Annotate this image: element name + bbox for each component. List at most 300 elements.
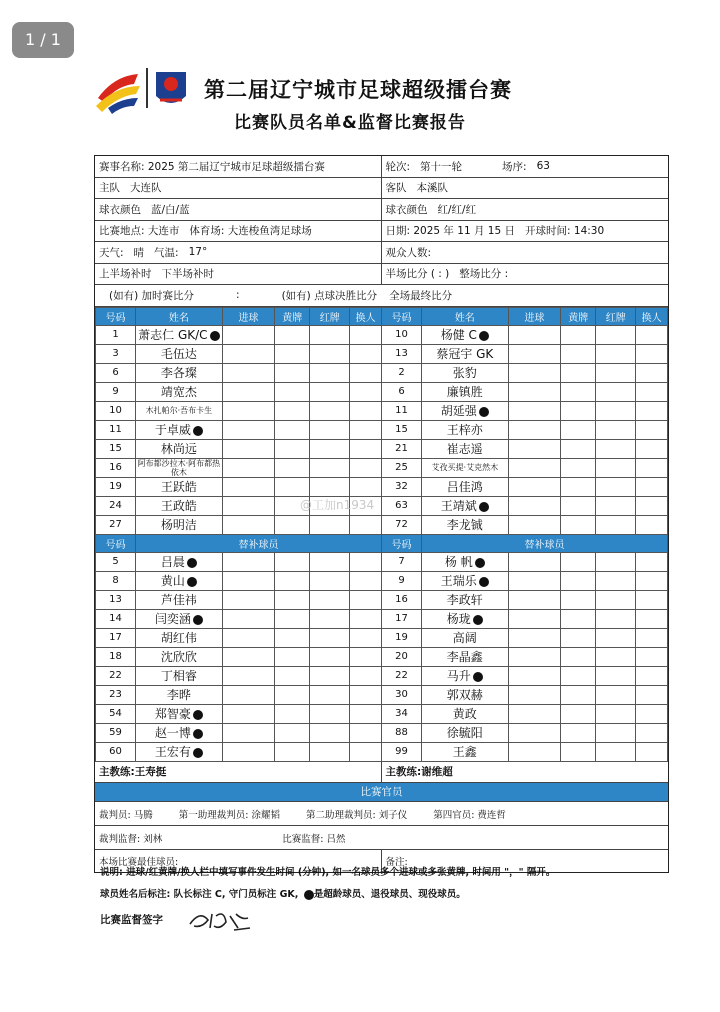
- sub-cell: [350, 571, 382, 590]
- red-cell: [596, 477, 636, 496]
- player-name: 王梓亦: [446, 423, 483, 437]
- table-row: [96, 382, 668, 401]
- goal-cell: [508, 742, 561, 761]
- sub-cell: [636, 704, 668, 723]
- round-value: 第十一轮: [420, 160, 463, 173]
- player-name: 胡红伟: [160, 631, 197, 645]
- yellow-cell: [561, 571, 596, 590]
- sub-cell: [636, 609, 668, 628]
- sub-cell: [636, 458, 668, 477]
- player-name: 闫奕涵: [154, 612, 191, 626]
- kickoff-time: 开球时间: 14:30: [525, 225, 605, 238]
- goal-cell: [222, 325, 275, 344]
- yellow-cell: [561, 666, 596, 685]
- remarks: 备注:: [385, 857, 408, 868]
- goal-cell: [508, 515, 561, 534]
- player-number: 32: [381, 477, 421, 496]
- player-number: 1: [96, 325, 136, 344]
- player-number: 19: [381, 628, 421, 647]
- red-cell: [310, 609, 350, 628]
- player-number: 72: [381, 515, 421, 534]
- goal-cell: [222, 571, 275, 590]
- league-logo-icon: [94, 68, 142, 114]
- player-name: 吕晨: [160, 555, 185, 569]
- player-number: 88: [381, 723, 421, 742]
- col-name: 姓名: [136, 307, 223, 325]
- goal-cell: [222, 685, 275, 704]
- red-cell: [310, 515, 350, 534]
- table-row: [96, 420, 668, 439]
- col-red: 红牌: [596, 307, 636, 325]
- match-no-label: 场序:: [502, 160, 527, 173]
- weather-label: 天气:: [99, 246, 124, 259]
- player-name-cell: [136, 401, 223, 420]
- table-row: [96, 496, 668, 515]
- goal-cell: [222, 363, 275, 382]
- goal-cell: [222, 647, 275, 666]
- yellow-cell: [561, 477, 596, 496]
- player-number: 24: [96, 496, 136, 515]
- red-cell: [596, 515, 636, 534]
- goal-cell: [222, 477, 275, 496]
- veteran-dot-icon: [193, 615, 203, 625]
- player-name-cell: [422, 363, 509, 382]
- player-number: 34: [381, 704, 421, 723]
- second-half-added: 下半场补时: [161, 268, 214, 281]
- table-row: [96, 458, 668, 477]
- page-title: 第二届辽宁城市足球超级擂台赛: [204, 78, 512, 102]
- red-cell: [310, 628, 350, 647]
- player-name-cell: [136, 590, 223, 609]
- sub-cell: [636, 496, 668, 515]
- sub-cell: [636, 742, 668, 761]
- veteran-dot-icon: [473, 672, 483, 682]
- player-number: 30: [381, 685, 421, 704]
- sub-cell: [350, 344, 382, 363]
- stadium: 体育场: 大连梭鱼湾足球场: [189, 225, 312, 238]
- goal-cell: [222, 382, 275, 401]
- yellow-cell: [561, 723, 596, 742]
- player-number: 11: [381, 401, 421, 420]
- sub-cell: [636, 723, 668, 742]
- player-name: 李晔: [166, 688, 191, 702]
- player-name-cell: [136, 420, 223, 439]
- player-name: 李政轩: [446, 593, 483, 607]
- red-cell: [310, 420, 350, 439]
- player-name: 林尚远: [160, 442, 197, 456]
- player-name: 马升: [446, 669, 471, 683]
- table-row: [96, 704, 668, 723]
- player-name: 李晶鑫: [446, 650, 483, 664]
- sub-cell: [350, 325, 382, 344]
- sub-cell: [636, 590, 668, 609]
- sub-cell: [350, 439, 382, 458]
- player-name: 吕佳鸿: [446, 480, 483, 494]
- yellow-cell: [275, 344, 310, 363]
- yellow-cell: [561, 704, 596, 723]
- player-name: 廉镇胜: [446, 385, 483, 399]
- watermark: @工加n1934: [300, 498, 375, 512]
- assistant-referee-2: 第二助理裁判员: 刘子仪: [305, 809, 408, 821]
- venue-city: 比赛地点: 大连市: [99, 225, 180, 238]
- red-cell: [310, 704, 350, 723]
- player-name-cell: [136, 571, 223, 590]
- red-cell: [596, 666, 636, 685]
- veteran-dot-icon: [193, 729, 203, 739]
- player-name: 靖宽杰: [160, 385, 197, 399]
- player-name-cell: [422, 515, 509, 534]
- red-cell: [310, 477, 350, 496]
- table-row: [96, 477, 668, 496]
- team-crest-icon: [152, 66, 190, 110]
- yellow-cell: [275, 590, 310, 609]
- yellow-cell: [561, 363, 596, 382]
- player-name-cell: [422, 458, 509, 477]
- temp-label: 气温:: [154, 246, 179, 259]
- veteran-dot-icon: [479, 331, 489, 341]
- red-cell: [596, 439, 636, 458]
- goal-cell: [508, 458, 561, 477]
- yellow-cell: [561, 496, 596, 515]
- player-name-cell: [422, 590, 509, 609]
- report-header: [94, 64, 654, 154]
- table-row: [96, 363, 668, 382]
- col-sub: 换人: [636, 307, 668, 325]
- sub-cell: [636, 382, 668, 401]
- goal-cell: [508, 401, 561, 420]
- player-number: 2: [381, 363, 421, 382]
- home-team: 大连队: [130, 182, 162, 195]
- goal-cell: [222, 628, 275, 647]
- red-cell: [596, 325, 636, 344]
- goal-cell: [508, 477, 561, 496]
- yellow-cell: [561, 382, 596, 401]
- player-number: 27: [96, 515, 136, 534]
- player-name-cell: [136, 477, 223, 496]
- player-name: 王宏有: [154, 745, 191, 759]
- red-cell: [596, 590, 636, 609]
- goal-cell: [508, 344, 561, 363]
- yellow-cell: [561, 344, 596, 363]
- player-name: 王靖斌: [440, 499, 477, 513]
- sub-cell: [636, 420, 668, 439]
- player-name-cell: [136, 515, 223, 534]
- goal-cell: [508, 325, 561, 344]
- player-name: 黄政: [452, 707, 477, 721]
- player-name-cell: [422, 552, 509, 571]
- away-label: 客队: [385, 182, 407, 195]
- yellow-cell: [275, 382, 310, 401]
- player-name-cell: [136, 325, 223, 344]
- red-cell: [310, 723, 350, 742]
- player-name-cell: [136, 666, 223, 685]
- col-yellow: 黄牌: [561, 307, 596, 325]
- sub-cell: [350, 666, 382, 685]
- referee: 裁判员: 马腾: [99, 809, 153, 821]
- yellow-cell: [561, 420, 596, 439]
- player-name: 徐毓阳: [446, 726, 483, 740]
- player-number: 3: [96, 344, 136, 363]
- red-cell: [596, 723, 636, 742]
- red-cell: [310, 344, 350, 363]
- player-number: 9: [96, 382, 136, 401]
- yellow-cell: [275, 439, 310, 458]
- goal-cell: [222, 439, 275, 458]
- sub-cell: [636, 325, 668, 344]
- yellow-cell: [561, 439, 596, 458]
- player-number: 25: [381, 458, 421, 477]
- player-name-cell: [422, 344, 509, 363]
- player-name-cell: [136, 647, 223, 666]
- veteran-dot-icon: [473, 615, 483, 625]
- yellow-cell: [275, 704, 310, 723]
- notes: [100, 862, 555, 906]
- yellow-cell: [561, 685, 596, 704]
- player-number: 6: [96, 363, 136, 382]
- player-name-cell: [136, 723, 223, 742]
- referee-assessor: 裁判监督: 刘林: [99, 833, 163, 845]
- sub-cell: [636, 552, 668, 571]
- goal-cell: [508, 666, 561, 685]
- yellow-cell: [275, 458, 310, 477]
- red-cell: [596, 552, 636, 571]
- sub-cell: [350, 723, 382, 742]
- sub-cell: [350, 609, 382, 628]
- home-coach: 主教练:王寿挺: [99, 766, 167, 779]
- player-number: 13: [96, 590, 136, 609]
- player-number: 20: [381, 647, 421, 666]
- player-name-cell: [136, 458, 223, 477]
- table-row: [96, 552, 668, 571]
- goal-cell: [508, 571, 561, 590]
- table-row: [96, 325, 668, 344]
- player-number: 10: [96, 401, 136, 420]
- sub-cell: [636, 628, 668, 647]
- player-name: 于卓威: [154, 423, 191, 437]
- player-name: 王瑞乐: [440, 574, 477, 588]
- yellow-cell: [561, 628, 596, 647]
- player-name: 丁相睿: [160, 669, 197, 683]
- table-row: [96, 666, 668, 685]
- player-name: 王跃皓: [160, 480, 197, 494]
- yellow-cell: [275, 685, 310, 704]
- player-name-cell: [422, 742, 509, 761]
- extra-time-sep: :: [236, 289, 240, 302]
- player-number: 16: [96, 458, 136, 477]
- sub-cell: [636, 439, 668, 458]
- player-number: 7: [381, 552, 421, 571]
- col-yellow: 黄牌: [275, 307, 310, 325]
- penalty-score: (如有) 点球决胜比分: [281, 289, 378, 302]
- table-row: [96, 742, 668, 761]
- col-no: 号码: [96, 534, 136, 552]
- red-cell: [596, 344, 636, 363]
- red-cell: [596, 382, 636, 401]
- home-kit: 蓝/白/蓝: [151, 203, 190, 216]
- player-name: 芦佳祎: [160, 593, 197, 607]
- goal-cell: [508, 609, 561, 628]
- red-cell: [310, 571, 350, 590]
- sub-cell: [350, 458, 382, 477]
- goal-cell: [508, 704, 561, 723]
- player-name: 萧志仁 GK/C: [138, 328, 208, 342]
- player-name-cell: [136, 496, 223, 515]
- subs-title: 替补球员: [422, 534, 668, 552]
- sub-cell: [636, 477, 668, 496]
- player-number: 10: [381, 325, 421, 344]
- goal-cell: [222, 742, 275, 761]
- away-kit-label: 球衣颜色: [385, 203, 428, 216]
- player-number: 54: [96, 704, 136, 723]
- red-cell: [310, 647, 350, 666]
- player-name: 艾孜买提·艾克然木: [431, 463, 499, 472]
- player-name-cell: [422, 420, 509, 439]
- player-name: 郑智豪: [154, 707, 191, 721]
- player-name-cell: [422, 704, 509, 723]
- red-cell: [310, 458, 350, 477]
- player-number: 15: [96, 439, 136, 458]
- yellow-cell: [275, 609, 310, 628]
- goal-cell: [222, 704, 275, 723]
- sub-cell: [350, 628, 382, 647]
- player-name-cell: [422, 382, 509, 401]
- yellow-cell: [561, 325, 596, 344]
- sub-cell: [350, 477, 382, 496]
- first-half-added: 上半场补时: [99, 268, 152, 281]
- player-name-cell: [136, 704, 223, 723]
- goal-cell: [222, 723, 275, 742]
- full-score: 整场比分 :: [459, 268, 509, 281]
- away-coach: 主教练:谢维超: [385, 766, 453, 779]
- red-cell: [596, 458, 636, 477]
- table-row: [96, 571, 668, 590]
- yellow-cell: [275, 363, 310, 382]
- officials-title: 比赛官员: [95, 783, 668, 802]
- veteran-dot-icon: [193, 748, 203, 758]
- player-number: 60: [96, 742, 136, 761]
- player-name-cell: [136, 382, 223, 401]
- player-name: 郭双赫: [446, 688, 483, 702]
- best-player: 本场比赛最佳球员:: [99, 857, 179, 868]
- table-row: [96, 344, 668, 363]
- player-name: 杨珑: [446, 612, 471, 626]
- player-name-cell: [422, 685, 509, 704]
- player-name-cell: [422, 666, 509, 685]
- player-name: 杨健 C: [440, 328, 477, 342]
- sub-cell: [636, 515, 668, 534]
- goal-cell: [222, 420, 275, 439]
- yellow-cell: [561, 515, 596, 534]
- sub-cell: [636, 685, 668, 704]
- away-team: 本溪队: [416, 182, 448, 195]
- red-cell: [596, 571, 636, 590]
- goal-cell: [508, 420, 561, 439]
- player-name-cell: [422, 496, 509, 515]
- yellow-cell: [275, 420, 310, 439]
- page-counter[interactable]: 1 / 1: [12, 22, 74, 58]
- yellow-cell: [561, 552, 596, 571]
- player-number: 59: [96, 723, 136, 742]
- sub-cell: [350, 552, 382, 571]
- player-name: 王政皓: [160, 499, 197, 513]
- player-name: 张豹: [452, 366, 477, 380]
- player-name-cell: [422, 401, 509, 420]
- red-cell: [596, 496, 636, 515]
- col-no: 号码: [96, 307, 136, 325]
- yellow-cell: [275, 571, 310, 590]
- player-name: 黄山: [160, 574, 185, 588]
- player-number: 9: [381, 571, 421, 590]
- table-row: [96, 723, 668, 742]
- player-name-cell: [422, 439, 509, 458]
- goal-cell: [222, 401, 275, 420]
- player-name: 李龙铖: [446, 518, 483, 532]
- home-kit-label: 球衣颜色: [99, 203, 141, 216]
- red-cell: [310, 552, 350, 571]
- table-row: [96, 439, 668, 458]
- sub-cell: [350, 401, 382, 420]
- sub-cell: [636, 571, 668, 590]
- goal-cell: [508, 628, 561, 647]
- red-cell: [596, 628, 636, 647]
- player-name: 毛伍达: [160, 347, 197, 361]
- player-name-cell: [422, 723, 509, 742]
- player-name: 杨 帆: [444, 555, 473, 569]
- player-number: 22: [381, 666, 421, 685]
- veteran-dot-icon: [187, 558, 197, 568]
- yellow-cell: [275, 325, 310, 344]
- col-name: 姓名: [422, 307, 509, 325]
- player-name: 杨明洁: [160, 518, 197, 532]
- yellow-cell: [275, 628, 310, 647]
- goal-cell: [508, 496, 561, 515]
- player-name: 李各璨: [160, 366, 197, 380]
- col-goal: 进球: [508, 307, 561, 325]
- player-name: 崔志遥: [446, 442, 483, 456]
- subs-title: 替补球员: [136, 534, 382, 552]
- goal-cell: [508, 647, 561, 666]
- player-name-cell: [136, 609, 223, 628]
- half-score: 半场比分 ( : ): [385, 268, 450, 281]
- player-name-cell: [422, 609, 509, 628]
- player-name: 胡延强: [440, 404, 477, 418]
- player-name-cell: [422, 647, 509, 666]
- yellow-cell: [561, 401, 596, 420]
- player-number: 11: [96, 420, 136, 439]
- yellow-cell: [561, 458, 596, 477]
- veteran-dot-icon: [475, 558, 485, 568]
- assistant-referee-1: 第一助理裁判员: 涂耀韬: [178, 809, 280, 821]
- red-cell: [310, 439, 350, 458]
- goal-cell: [222, 590, 275, 609]
- note-line-2a: 球员姓名后标注: 队长标注 C, 守门员标注 GK,: [100, 889, 299, 900]
- player-number: 17: [381, 609, 421, 628]
- player-number: 15: [381, 420, 421, 439]
- goal-cell: [222, 666, 275, 685]
- player-number: 18: [96, 647, 136, 666]
- sub-cell: [350, 647, 382, 666]
- player-name-cell: [422, 571, 509, 590]
- fourth-official: 第四官员: 费连哲: [433, 809, 506, 821]
- goal-cell: [508, 685, 561, 704]
- final-score: 全场最终比分: [389, 289, 453, 302]
- player-number: 16: [381, 590, 421, 609]
- goal-cell: [222, 552, 275, 571]
- col-goal: 进球: [222, 307, 275, 325]
- player-name-cell: [422, 477, 509, 496]
- sub-cell: [636, 401, 668, 420]
- player-name-cell: [136, 439, 223, 458]
